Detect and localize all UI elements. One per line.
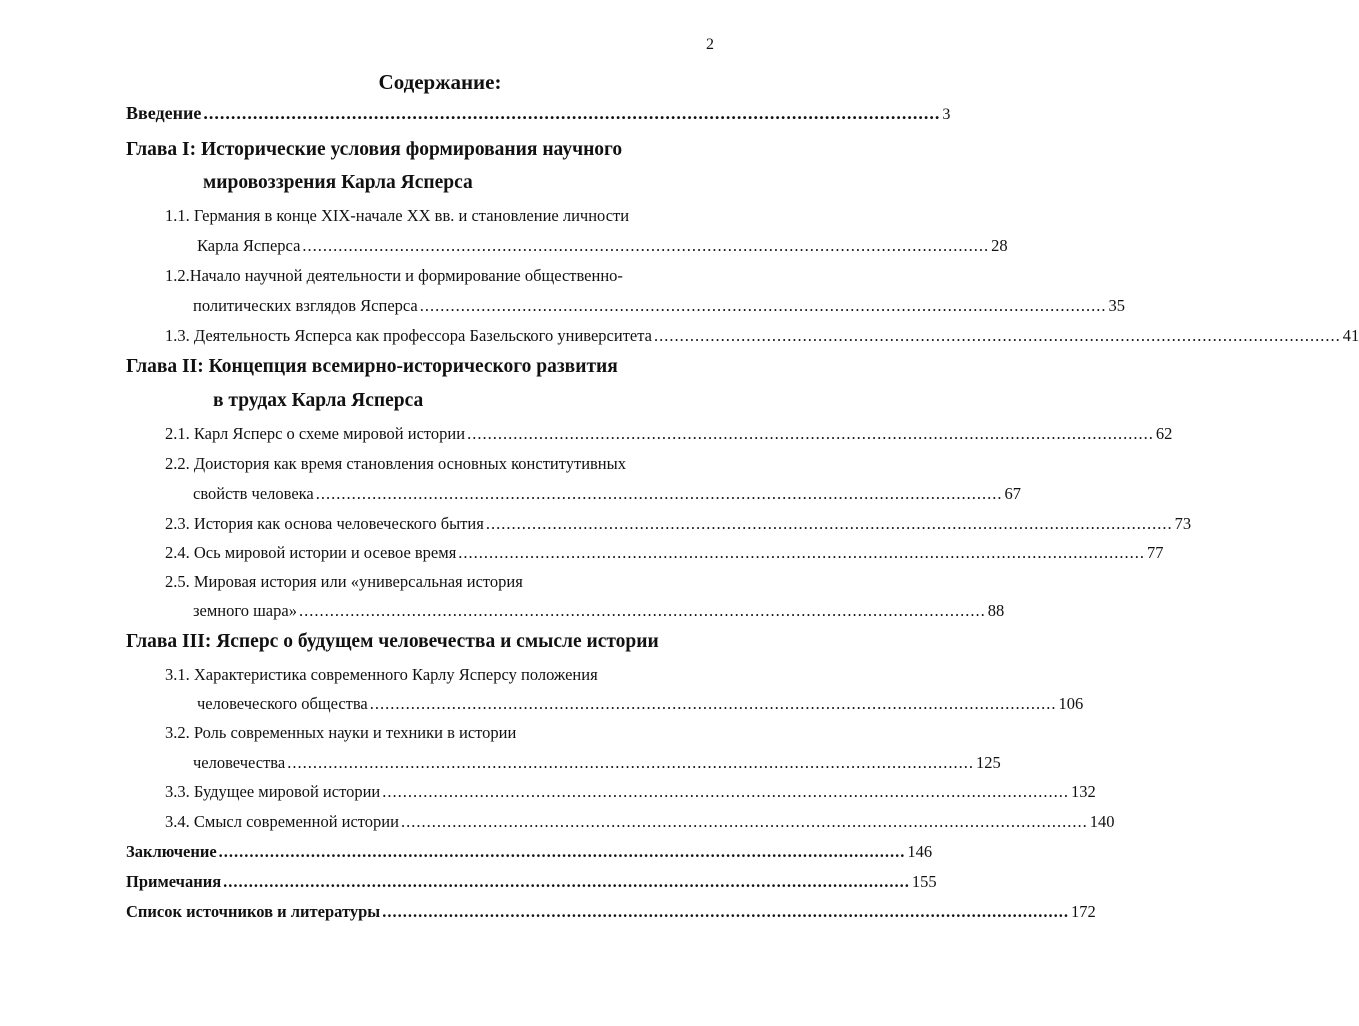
dot-leader: ......................................................................................................................................	[369, 694, 1057, 713]
entry-page: 77	[1147, 543, 1164, 562]
entry-page: 35	[1108, 296, 1125, 315]
dot-leader: ......................................................................................................................................	[315, 484, 1003, 503]
toc-entry-1-1	[197, 236, 1008, 256]
toc-entry-2-1	[165, 424, 1173, 444]
section-3-1-line1: 3.1. Характеристика современного Карлу Ясперсу положения	[165, 665, 598, 684]
dot-leader: ......................................................................................................................................	[382, 782, 1069, 801]
section-3-2-line1: 3.2. Роль современных науки и техники в истории	[165, 723, 517, 742]
dot-leader: ......................................................................................................................................	[287, 753, 974, 772]
entry-page: 146	[907, 842, 933, 861]
toc-entry-2-5	[193, 601, 1005, 621]
entry-label: Заключение	[126, 842, 217, 861]
entry-label: Введение	[126, 103, 202, 123]
dot-leader: ......................................................................................................................................	[467, 424, 1154, 443]
dot-leader: ......................................................................................................................................	[653, 326, 1341, 345]
chapter-3-title: Глава III: Ясперс о будущем человечества и смысле истории	[126, 631, 659, 652]
entry-page: 41	[1342, 326, 1359, 345]
toc-entry-1-3	[165, 326, 1359, 346]
toc-entry-3-2	[193, 753, 1001, 773]
entry-label: политических взглядов Ясперса	[193, 296, 418, 315]
dot-leader: ......................................................................................................................................	[218, 842, 906, 861]
entry-label: 2.1. Карл Ясперс о схеме мировой истории	[165, 424, 466, 443]
toc-entry-conclusion	[126, 842, 933, 862]
entry-page: 3	[942, 106, 951, 123]
entry-label: 1.3. Деятельность Ясперса как профессора Базельского университета	[165, 326, 652, 345]
entry-page: 73	[1174, 514, 1192, 533]
entry-page: 88	[987, 601, 1005, 620]
entry-label: 3.3. Будущее мировой истории	[165, 782, 381, 801]
dot-leader: ......................................................................................................................................	[302, 236, 990, 255]
chapter-1-title-line1: Глава I: Исторические условия формирования научного	[126, 139, 623, 160]
entry-page: 125	[975, 753, 1001, 772]
section-1-2-line1: 1.2.Начало научной деятельности и формирование общественно-	[165, 266, 623, 285]
entry-label: 2.4. Ось мировой истории и осевое время	[165, 543, 457, 562]
entry-page: 62	[1155, 424, 1173, 443]
entry-label: 3.4. Смысл современной истории	[165, 812, 399, 831]
dot-leader: ......................................................................................................................................	[382, 902, 1069, 921]
entry-page: 140	[1089, 812, 1115, 831]
toc-entry-2-2	[193, 484, 1021, 504]
dot-leader: ......................................................................................................................................	[419, 296, 1107, 315]
dot-leader: ......................................................................................................................................	[458, 543, 1146, 562]
toc-entry-1-2	[193, 296, 1125, 316]
entry-label: свойств человека	[193, 484, 314, 503]
dot-leader: ......................................................................................................................................	[485, 514, 1173, 533]
chapter-1-title-line2: мировоззрения Карла Ясперса	[203, 172, 473, 193]
entry-page: 67	[1004, 484, 1021, 503]
page-number: 2	[706, 36, 714, 53]
toc-title: Содержание:	[378, 70, 502, 94]
toc-entry-3-4	[165, 812, 1115, 832]
entry-page: 106	[1058, 694, 1084, 713]
toc-entry-intro	[126, 103, 951, 124]
dot-leader: ......................................................................................................................................	[298, 601, 986, 620]
entry-page: 132	[1070, 782, 1096, 801]
toc-entry-2-3	[165, 514, 1192, 534]
entry-label: 2.3. История как основа человеческого бытия	[165, 514, 484, 533]
toc-entry-3-1	[197, 694, 1084, 714]
toc-entry-3-3	[165, 782, 1096, 802]
entry-label: Список источников и литературы	[126, 902, 381, 921]
toc-entry-notes	[126, 872, 937, 892]
chapter-2-title-line2: в трудах Карла Ясперса	[213, 390, 424, 411]
entry-page: 28	[991, 236, 1008, 255]
chapter-2-title-line1: Глава II: Концепция всемирно-исторического развития	[126, 356, 618, 377]
section-2-2-line1: 2.2. Доистория как время становления основных конститутивных	[165, 454, 626, 473]
section-1-1-line1: 1.1. Германия в конце XIX-начале XX вв. и становление личности	[165, 206, 630, 225]
entry-page: 155	[911, 872, 937, 891]
dot-leader: ......................................................................................................................................	[400, 812, 1088, 831]
toc-entry-sources	[126, 902, 1096, 922]
toc-entry-2-4	[165, 543, 1164, 563]
entry-label: земного шара»	[193, 601, 297, 620]
dot-leader: ......................................................................................................................................	[223, 872, 910, 891]
entry-page: 172	[1070, 902, 1096, 921]
dot-leader: ......................................................................................................................................	[203, 103, 941, 123]
entry-label: Карла Ясперса	[197, 236, 301, 255]
section-2-5-line1: 2.5. Мировая история или «универсальная история	[165, 572, 523, 591]
entry-label: человеческого общества	[197, 694, 368, 713]
entry-label: человечества	[193, 753, 286, 772]
entry-label: Примечания	[126, 872, 222, 891]
